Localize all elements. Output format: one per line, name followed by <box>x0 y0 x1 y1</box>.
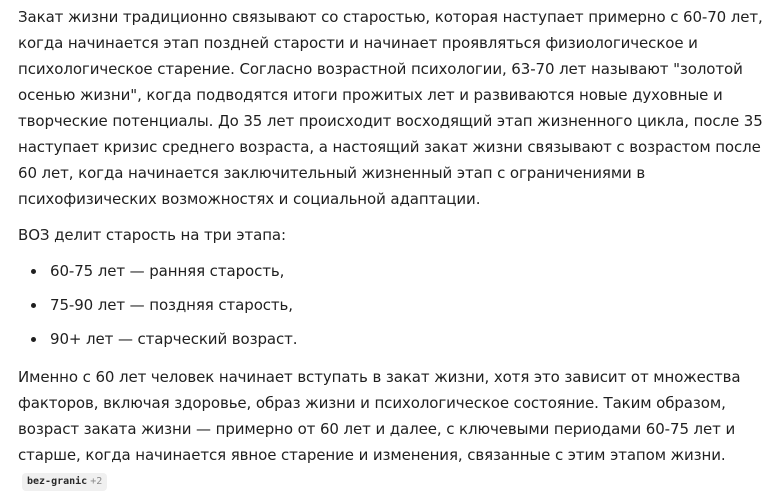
list-item <box>18 322 764 356</box>
answer-paragraph: Закат жизни традиционно связывают со старостью, которая наступает примерно с 60-70 лет, когда начинается этап поздней старости и начинает проявляться физиологическое и психологическое старение. Согласно возрастной психологии, 63-70 лет называют "золотой осенью жизни", когда подводятся итоги прожитых лет и развиваются новые духовные и творческие потенциалы. До 35 лет происходит восходящий этап жизненного цикла, после 35 наступает кризис среднего возраста, а настоящий закат жизни связывают с возрастом после 60 лет, когда начинается заключительный жизненный этап с ограничениями в психофизических возможностях и социальной адаптации. <box>18 8 763 208</box>
bullet-icon <box>31 303 36 308</box>
bullet-icon <box>31 269 36 274</box>
answer-paragraph-text: Именно с 60 лет человек начинает вступать в закат жизни, хотя это зависит от множества факторов, включая здоровье, образ жизни и психологическое состояние. Таким образом, возраст заката жизни — примерно от 60 лет и далее, с ключевыми периодами 60-75 лет и старше, когда начинается явное старение и изменения, связанные с этим этапом жизни. <box>18 368 741 464</box>
list-item <box>18 288 764 322</box>
who-stages-list <box>18 254 764 356</box>
answer-paragraph: ВОЗ делит старость на три этапа: <box>18 226 286 244</box>
answer-paragraph <box>18 364 764 494</box>
list-item-text: 60-75 лет — ранняя старость, <box>50 262 285 280</box>
list-item-text: 75-90 лет — поздняя старость, <box>50 296 293 314</box>
source-chip-count: +2 <box>90 476 103 487</box>
source-chip-name: bez-granic <box>27 476 88 487</box>
list-item-text: 90+ лет — старческий возраст. <box>50 330 298 348</box>
list-item <box>18 254 764 288</box>
source-chip[interactable] <box>22 473 107 491</box>
bullet-icon <box>31 337 36 342</box>
answer-content <box>18 4 764 494</box>
